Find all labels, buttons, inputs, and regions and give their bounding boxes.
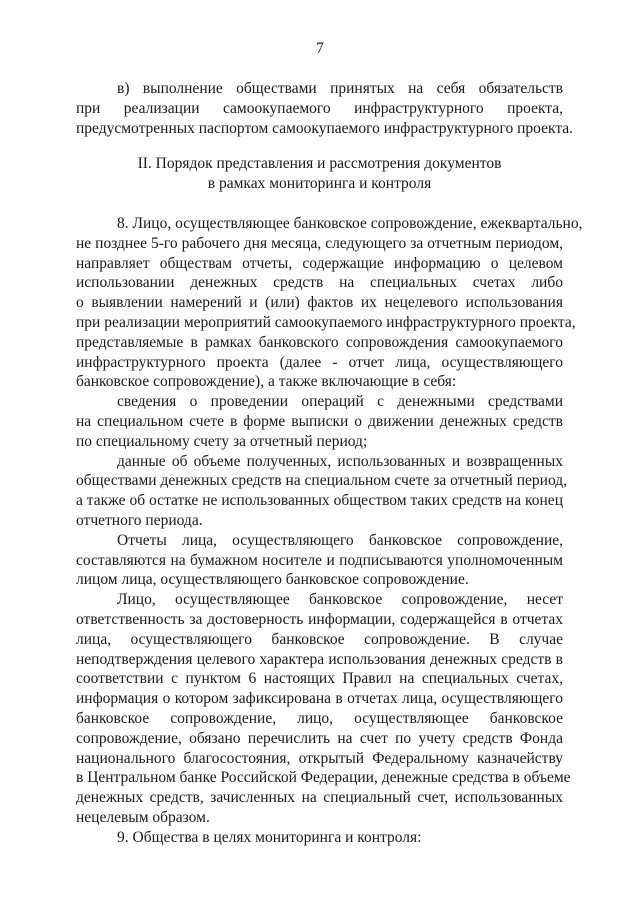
text-line: информация о котором зафиксирована в отчетах лица, осуществляющего [76,690,563,708]
text-line: банковское сопровождение, лицо, осуществляющее банковское [76,709,563,727]
heading-line: в рамках мониторинга и контроля [207,175,432,193]
page-number: 7 [316,40,324,57]
text-line: направляет обществам отчеты, содержащие информацию о целевом [76,254,563,272]
text-line: в) выполнение обществами принятых на себя обязательств [117,80,563,97]
text-line: инфраструктурного проекта (далее - отчет лица, осуществляющего [76,353,563,371]
text-line: денежных средств, зачисленных на специальный счет, использованных [76,789,563,807]
section-heading [76,154,563,194]
text-line: использовании денежных средств на специальных счетах либо [76,274,563,292]
paragraph-reports [76,531,563,590]
text-line: национального благосостояния, открытый Федеральному казначейству [76,749,563,767]
paragraph-item-v [76,79,574,138]
text-line: ответственность за достоверность информации, содержащейся в отчетах [76,610,563,628]
paragraph-8-item-2 [76,452,568,531]
text-line: соответствии с пунктом 6 настоящих Правил на специальных счетах, [76,670,563,688]
text-line: предусмотренных паспортом самоокупаемого инфраструктурного проекта. [76,119,574,137]
paragraph-8-item-1 [76,392,563,451]
text-line: данные об объеме полученных, использованных и возвращенных [117,452,563,470]
text-line: лицом лица, осуществляющего банковское сопровождение. [76,571,469,589]
heading-line: II. Порядок представления и рассмотрения документов [137,155,502,173]
text-line: Отчеты лица, осуществляющего банковское сопровождение, [117,531,563,549]
text-line: обществами денежных средств на специальном счете за отчетный период, [76,472,568,490]
text-line: отчетного периода. [76,511,203,529]
text-line: а также об остатке не использованных обществом таких средств на конец [76,492,563,510]
text-line: при реализации мероприятий самоокупаемого инфраструктурного проекта, [76,313,576,331]
text-line: банковское сопровождение), а также включающие в себя: [76,373,457,391]
text-line: сопровождение, обязано перечислить на счет по учету средств Фонда [76,729,563,747]
text-line: Лицо, осуществляющее банковское сопровождение, несет [117,591,563,609]
text-line: составляются на бумажном носителе и подписываются уполномоченным [76,551,563,569]
paragraph-8 [76,214,583,392]
text-line: 8. Лицо, осуществляющее банковское сопровождение, ежеквартально, [117,214,583,232]
paragraph-9 [76,828,563,848]
text-line: не позднее 5-го рабочего дня месяца, следующего за отчетным периодом, [76,234,563,252]
text-line: при реализации самоокупаемого инфраструктурного проекта, [76,99,563,117]
document-body [76,79,583,847]
paragraph-responsibility [76,590,571,828]
text-line: лица, осуществляющего банковское сопровождение. В случае [76,630,563,648]
text-line: в Центральном банке Российской Федерации, денежные средства в объеме [76,769,571,787]
text-line: 9. Общества в целях мониторинга и контроля: [117,828,422,846]
text-line: нецелевым образом. [76,808,210,826]
text-line: о выявлении намерений и (или) фактов их нецелевого использования [76,294,563,312]
text-line: по специальному счету за отчетный период; [76,432,368,450]
text-line: на специальном счете в форме выписки о движении денежных средств [76,412,563,430]
text-line: сведения о проведении операций с денежными средствами [117,393,563,411]
text-line: представляемые в рамках банковского сопровождения самоокупаемого [76,333,563,351]
text-line: неподтверждения целевого характера использования денежных средств в [76,650,563,668]
